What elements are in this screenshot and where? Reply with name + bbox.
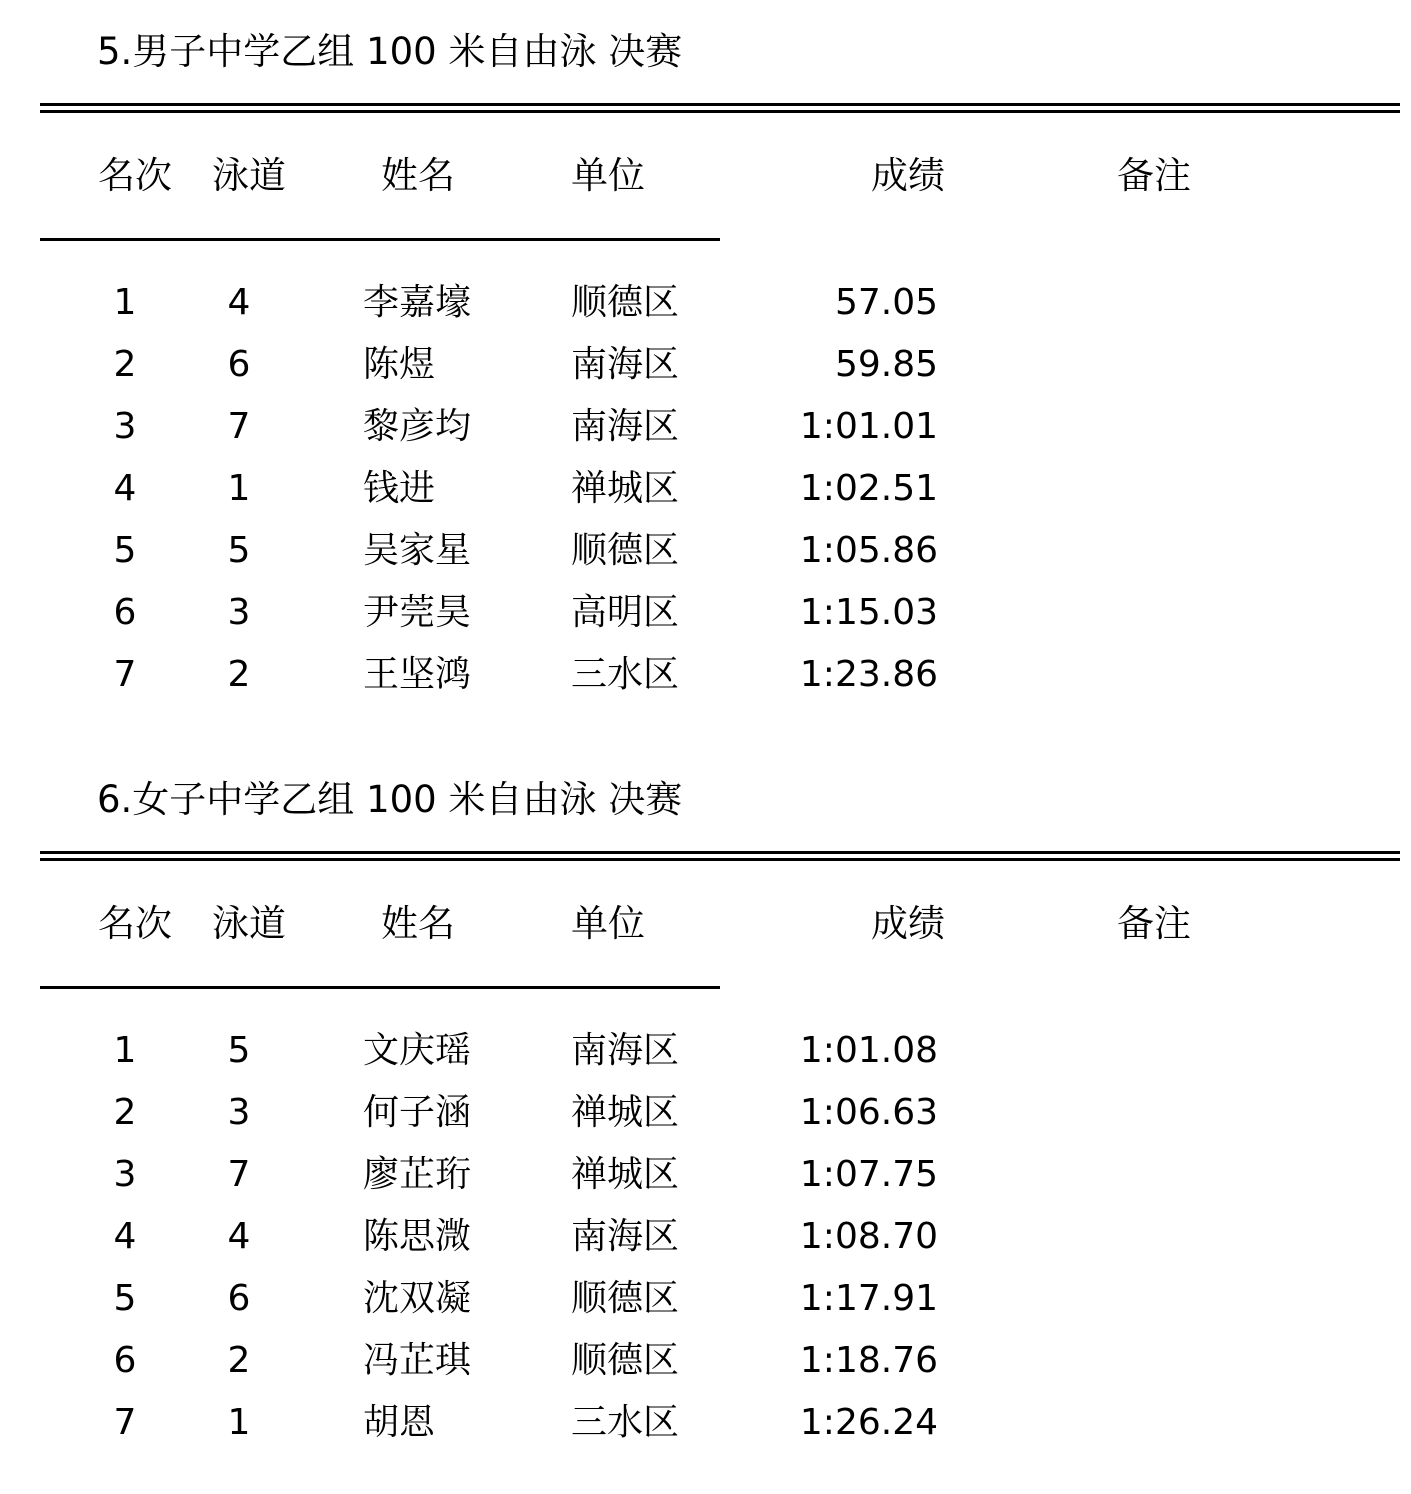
lane-cell: 3: [227, 1092, 251, 1133]
rank-cell: 2: [113, 1092, 137, 1133]
unit-cell: 顺德区: [571, 530, 680, 571]
lane-cell: 7: [227, 1154, 251, 1195]
table-row: [0, 339, 1411, 401]
header-rank: 名次: [98, 902, 172, 945]
lane-cell: 6: [227, 1278, 251, 1319]
unit-cell: 三水区: [571, 654, 680, 695]
name-cell: 文庆瑶: [363, 1030, 472, 1071]
lane-cell: 7: [227, 406, 251, 447]
table-row: [0, 1025, 1411, 1087]
name-cell: 冯芷琪: [363, 1340, 472, 1381]
unit-cell: 顺德区: [571, 282, 680, 323]
lane-cell: 4: [227, 282, 251, 323]
score-cell: 1:02.51: [799, 468, 938, 509]
unit-cell: 南海区: [571, 1030, 680, 1071]
header-lane: 泳道: [212, 154, 286, 197]
table-row: [0, 1335, 1411, 1397]
rank-cell: 2: [113, 344, 137, 385]
table-row: [0, 587, 1411, 649]
score-cell: 1:26.24: [799, 1402, 938, 1443]
rank-cell: 4: [113, 468, 137, 509]
name-cell: 尹莞昊: [363, 592, 472, 633]
double-divider: [40, 851, 1400, 861]
table-row: [0, 1087, 1411, 1149]
lane-cell: 3: [227, 592, 251, 633]
unit-cell: 顺德区: [571, 1278, 680, 1319]
results-section-girls: [0, 748, 1411, 1494]
header-score: 成绩: [871, 902, 945, 945]
table-row: [0, 277, 1411, 339]
score-cell: 1:01.08: [799, 1030, 938, 1071]
name-cell: 陈煜: [363, 344, 436, 385]
name-cell: 钱进: [363, 468, 436, 509]
score-cell: 1:05.86: [799, 530, 938, 571]
name-cell: 王坚鸿: [363, 654, 472, 695]
rank-cell: 1: [113, 282, 137, 323]
lane-cell: 5: [227, 1030, 251, 1071]
table-row: [0, 1397, 1411, 1459]
name-cell: 吴家星: [363, 530, 472, 571]
unit-cell: 禅城区: [571, 1092, 680, 1133]
score-cell: 59.85: [834, 344, 938, 385]
score-cell: 1:08.70: [799, 1216, 938, 1257]
header-note: 备注: [1117, 902, 1191, 945]
score-cell: 1:17.91: [799, 1278, 938, 1319]
rank-cell: 6: [113, 1340, 137, 1381]
event-title: 5.男子中学乙组 100 米自由泳 决赛: [97, 30, 683, 73]
rank-cell: 3: [113, 406, 137, 447]
header-lane: 泳道: [212, 902, 286, 945]
header-divider: [40, 238, 720, 241]
table-row: [0, 525, 1411, 587]
header-note: 备注: [1117, 154, 1191, 197]
table-row: [0, 649, 1411, 711]
unit-cell: 南海区: [571, 406, 680, 447]
unit-cell: 南海区: [571, 344, 680, 385]
header-unit: 单位: [571, 902, 645, 945]
score-cell: 1:07.75: [799, 1154, 938, 1195]
double-divider: [40, 103, 1400, 113]
table-row: [0, 1149, 1411, 1211]
lane-cell: 5: [227, 530, 251, 571]
name-cell: 廖芷珩: [363, 1154, 472, 1195]
score-cell: 1:15.03: [799, 592, 938, 633]
lane-cell: 4: [227, 1216, 251, 1257]
unit-cell: 顺德区: [571, 1340, 680, 1381]
rank-cell: 4: [113, 1216, 137, 1257]
name-cell: 陈思溦: [363, 1216, 472, 1257]
rank-cell: 6: [113, 592, 137, 633]
header-name: 姓名: [381, 902, 455, 945]
header-rank: 名次: [98, 154, 172, 197]
unit-cell: 南海区: [571, 1216, 680, 1257]
rank-cell: 7: [113, 1402, 137, 1443]
header-name: 姓名: [381, 154, 455, 197]
score-cell: 1:23.86: [799, 654, 938, 695]
table-row: [0, 1211, 1411, 1273]
results-section-boys: [0, 0, 1411, 746]
event-title: 6.女子中学乙组 100 米自由泳 决赛: [97, 778, 683, 821]
score-cell: 1:01.01: [799, 406, 938, 447]
unit-cell: 三水区: [571, 1402, 680, 1443]
header-score: 成绩: [871, 154, 945, 197]
name-cell: 沈双凝: [363, 1278, 472, 1319]
score-cell: 1:06.63: [799, 1092, 938, 1133]
rank-cell: 5: [113, 1278, 137, 1319]
table-row: [0, 463, 1411, 525]
header-divider: [40, 986, 720, 989]
rank-cell: 3: [113, 1154, 137, 1195]
lane-cell: 2: [227, 1340, 251, 1381]
unit-cell: 高明区: [571, 592, 680, 633]
lane-cell: 1: [227, 1402, 251, 1443]
name-cell: 何子涵: [363, 1092, 472, 1133]
score-cell: 57.05: [834, 282, 938, 323]
header-unit: 单位: [571, 154, 645, 197]
table-row: [0, 401, 1411, 463]
table-row: [0, 1273, 1411, 1335]
name-cell: 黎彦均: [363, 406, 472, 447]
rank-cell: 5: [113, 530, 137, 571]
rank-cell: 7: [113, 654, 137, 695]
name-cell: 胡恩: [363, 1402, 436, 1443]
lane-cell: 2: [227, 654, 251, 695]
name-cell: 李嘉壕: [363, 282, 472, 323]
unit-cell: 禅城区: [571, 1154, 680, 1195]
score-cell: 1:18.76: [799, 1340, 938, 1381]
unit-cell: 禅城区: [571, 468, 680, 509]
lane-cell: 1: [227, 468, 251, 509]
rank-cell: 1: [113, 1030, 137, 1071]
lane-cell: 6: [227, 344, 251, 385]
